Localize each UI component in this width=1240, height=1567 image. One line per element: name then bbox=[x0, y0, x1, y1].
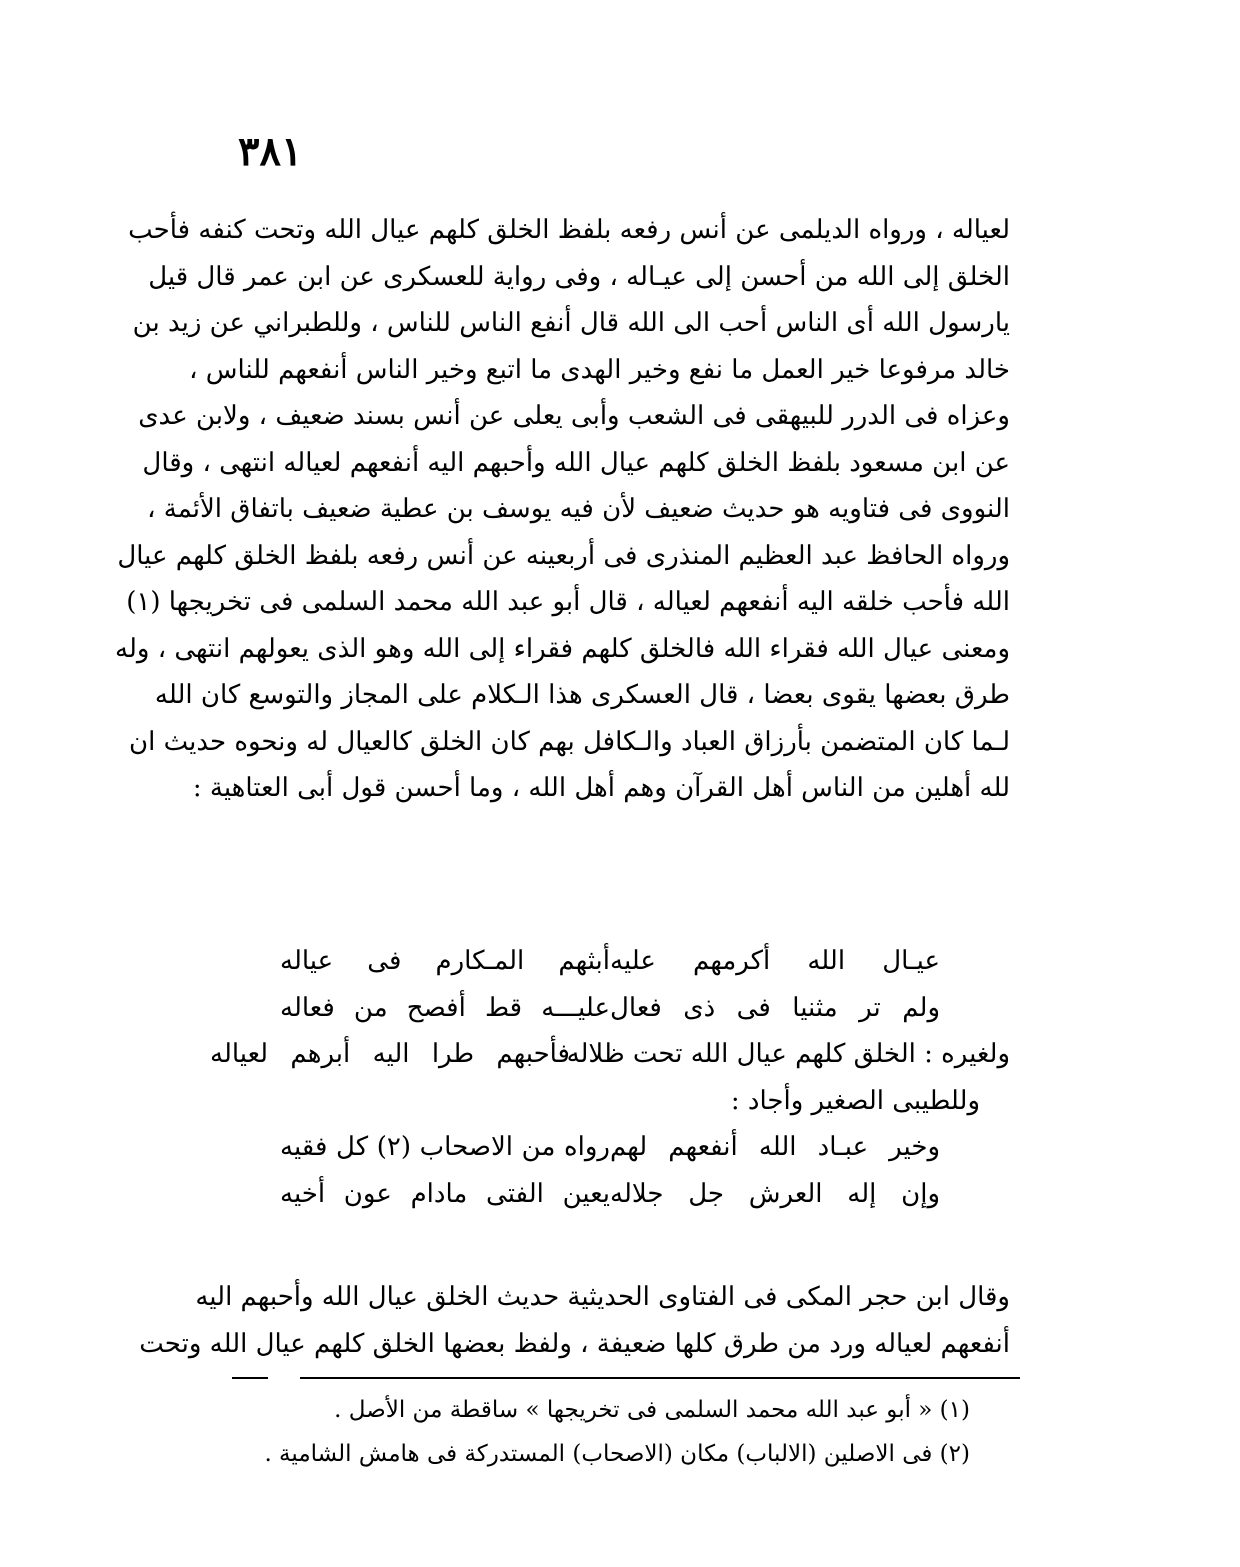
verse-hemistich: وإن إله العرش جل جلاله bbox=[610, 1178, 940, 1209]
verse-hemistich: يعين الفتى مادام عون أخيه bbox=[280, 1178, 610, 1209]
verse-line bbox=[210, 1124, 1010, 1171]
footnote-divider-short bbox=[232, 1377, 268, 1379]
verse-line bbox=[210, 1171, 1010, 1218]
text-line: لعياله ، ورواه الديلمى عن أنس رفعه بلفظ الخلق كلهم عيال الله وتحت كنفه فأحب bbox=[128, 215, 1010, 245]
verse-hemistich-text: الخلق كلهم عيال الله تحت ظلاله bbox=[566, 1039, 916, 1069]
text-line: طرق بعضها يقوى بعضا ، قال العسكرى هذا الـكلام على المجاز والتوسع كان الله bbox=[154, 680, 1010, 710]
text-line: الله فأحب خلقه اليه أنفعهم لعياله ، قال أبو عبد الله محمد السلمى فى تخريجها (١) bbox=[126, 587, 1010, 617]
verse-intro: وللطيبى الصغير وأجاد : bbox=[730, 1085, 980, 1116]
text-line: خالد مرفوعا خير العمل ما نفع وخير الهدى ما اتبع وخير الناس أنفعهم للناس ، bbox=[189, 354, 1010, 385]
text-line: النووى فى فتاويه هو حديث ضعيف لأن فيه يوسف بن عطية ضعيف باتفاق الأئمة ، bbox=[147, 494, 1010, 524]
text-line: لله أهلين من الناس أهل القرآن وهم أهل الله ، وما أحسن قول أبى العتاهية : bbox=[192, 773, 1010, 803]
verse-hemistich: عيـال الله أكرمهم عليه bbox=[610, 946, 940, 976]
verse-line bbox=[210, 1031, 1010, 1078]
footnote: (٢) فى الاصلين (الالباب) مكان (الاصحاب) المستدركة فى هامش الشامية . bbox=[264, 1441, 970, 1467]
footnotes-block bbox=[230, 1388, 1010, 1476]
text-line: عن ابن مسعود بلفظ الخلق كلهم عيال الله وأحبهم اليه أنفعهم لعياله انتهى ، وقال bbox=[142, 447, 1010, 478]
verse-hemistich: أبثهم المـكارم فى عياله bbox=[280, 946, 610, 976]
verse-hemistich bbox=[566, 1031, 1010, 1078]
verse-hemistich: رواه من الاصحاب (٢) كل فقيه bbox=[280, 1132, 610, 1162]
text-line: الخلق إلى الله من أحسن إلى عيـاله ، وفى رواية للعسكرى عن ابن عمر قال قيل bbox=[148, 261, 1010, 292]
verse-hemistich: ولم تر مثنيا فى ذى فعال bbox=[610, 992, 940, 1023]
text-line: ومعنى عيال الله فقراء الله فالخلق كلهم فقراء إلى الله وهو الذى يعولهم انتهى ، وله bbox=[115, 633, 1010, 664]
footnote: (١) « أبو عبد الله محمد السلمى فى تخريجها » ساقطة من الأصل . bbox=[334, 1397, 970, 1423]
verse-hemistich: وخير عبـاد الله أنفعهم لهم bbox=[610, 1132, 940, 1162]
text-line: وعزاه فى الدرر للبيهقى فى الشعب وأبى يعلى عن أنس بسند ضعيف ، ولابن عدى bbox=[138, 401, 1010, 431]
text-line: ورواه الحافظ عبد العظيم المنذرى فى أربعينه عن أنس رفعه بلفظ الخلق كلهم عيال bbox=[117, 540, 1010, 571]
verse-line bbox=[210, 938, 1010, 985]
text-line: يارسول الله أى الناس أحب الى الله قال أنفع الناس للناس ، وللطبراني عن زيد بن bbox=[132, 308, 1010, 338]
verse-hemistich: فأحبهم طرا اليه أبرهم لعياله bbox=[210, 1039, 570, 1069]
text-line: وقال ابن حجر المكى فى الفتاوى الحديثية حديث الخلق عيال الله وأحبهم اليه bbox=[195, 1282, 1010, 1312]
verse-hemistich: عليـــه قط أفصح من فعاله bbox=[280, 992, 610, 1023]
footnote-divider bbox=[300, 1377, 1020, 1379]
verse-line bbox=[210, 985, 1010, 1032]
poetry-block bbox=[210, 938, 1010, 1217]
closing-text-block bbox=[139, 1274, 1010, 1367]
main-text-block bbox=[115, 207, 1010, 812]
verse-prefix: ولغيره : bbox=[924, 1039, 1010, 1069]
page-number: ٣٨١ bbox=[238, 128, 303, 175]
text-line: أنفعهم لعياله ورد من طرق كلها ضعيفة ، ولفظ بعضها الخلق كلهم عيال الله وتحت bbox=[139, 1328, 1010, 1359]
text-line: لـما كان المتضمن بأرزاق العباد والـكافل بهم كان الخلق كالعيال له ونحوه حديث ان bbox=[129, 726, 1010, 757]
